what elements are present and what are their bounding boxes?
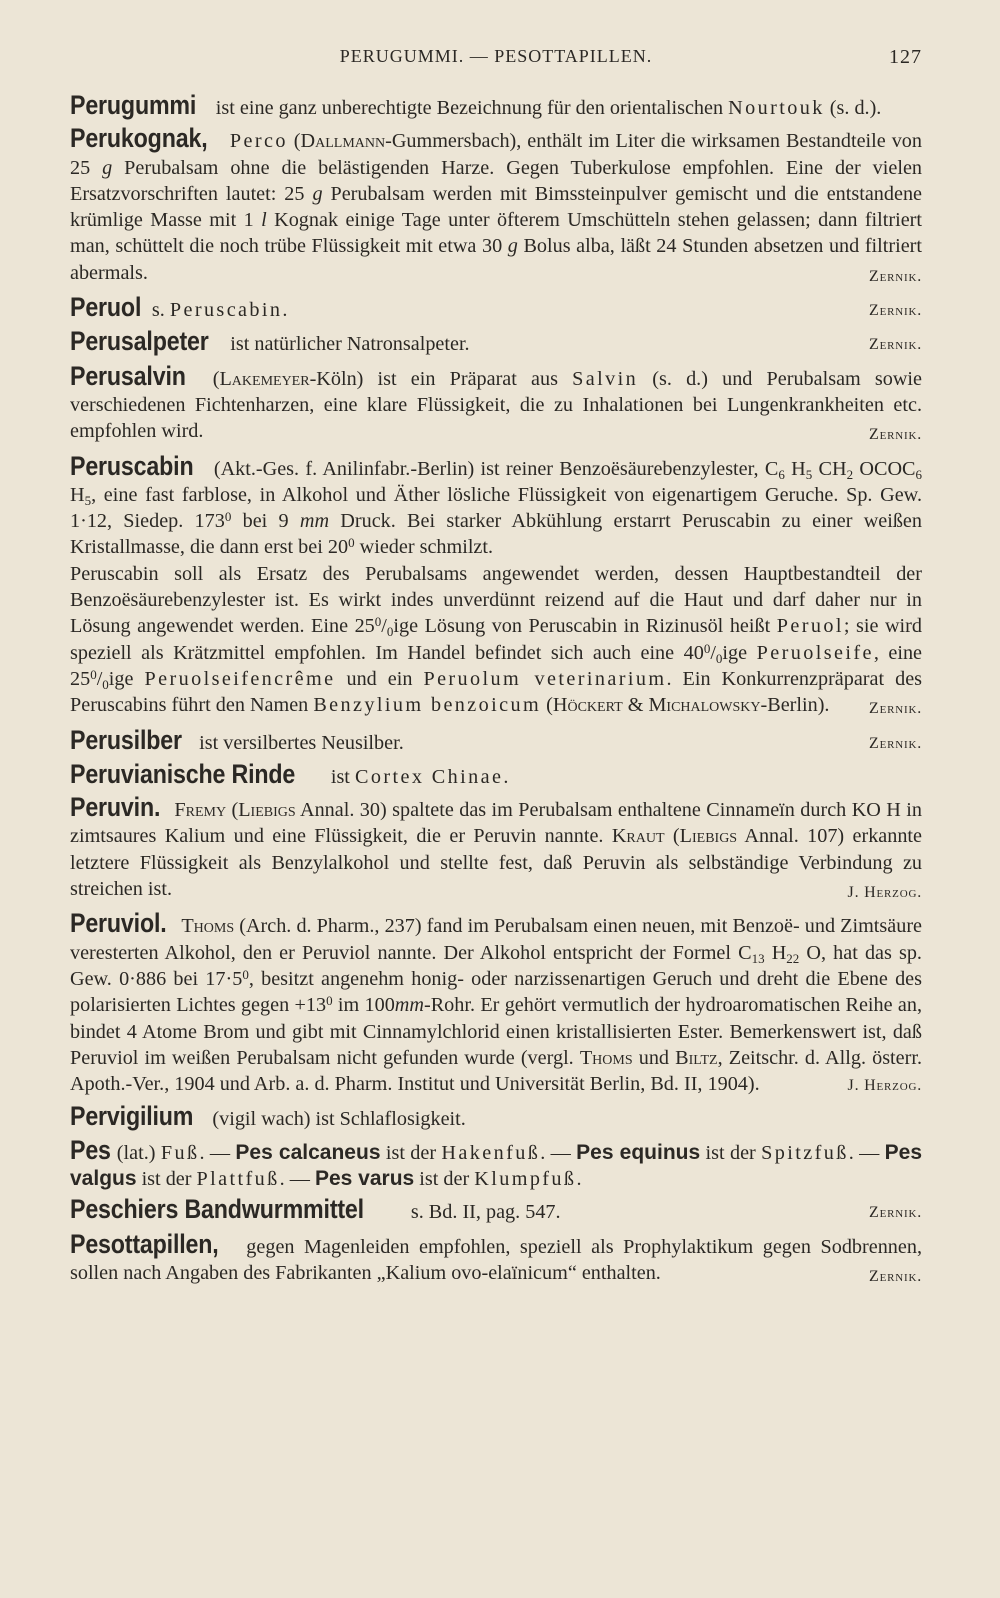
entry-text: s. Bd. II, pag. 547. [405, 1201, 561, 1224]
entry-text: Druck. Bei starker Abkühlung erstarrt Peruscabin zu einer weißen Kristallmasse, die dann erst bei 20 [70, 510, 922, 559]
cited-author: Thoms [579, 1046, 633, 1069]
cited-author: Fremy [174, 799, 227, 822]
cross-reference: Peruolseife [756, 641, 874, 664]
manufacturer: Lakemeyer [219, 367, 310, 390]
entry-text: (s. d.) und Perubalsam sowie verschiedenen Fichtenharzen, eine klare Flüssigkeit, die zu Inhalationen bei Lungenkrankheiten etc. empfohlen wird. [70, 367, 922, 443]
entry-text: (Arch. d. Pharm., 237) fand im Perubalsam einen neuen, mit Benzoë- und Zimtsäure veresterten Alkohol, den er Peruviol nannte. Der Alkohol entspricht der Formel C [70, 915, 923, 964]
author-signature: Zernik. [869, 426, 922, 444]
entry-text: (vigil wach) ist Schlaflosigkeit. [207, 1108, 466, 1131]
entry-peruviol: Peruviol. Thoms (Arch. d. Pharm., 237) fand im Perubalsam einen neuen, mit Benzoë- und Zimtsäure veresterten Alkohol, den er Peruviol nannte. Der Alkohol entspricht der Formel $C_{13}$ $H_{22}$ O, hat das sp. Gew. 0·886 bei $17\cdot 5^0$, besitzt angenehm honig- oder narzissenartigen Geruch und dreht die Ebene des polarisierten Lichtes gegen $+13^0$ im 100mm-Rohr. Er gehört vermutlich der hydroaromatischen Reihe an, bindet 4 Atome Brom und gibt mit Cinnamylchlorid einen kristallisierten Ester. Bemerkenswert ist, daß Peruviol im weißen Perubalsam nicht gefunden wurde (vergl. Thoms und Biltz, Zeitschr. d. Allg. österr. Apoth.-Ver., 1904 und Arb. a. d. Pharm. Institut und Universität Berlin, Bd. II, 1904). J. Herzog. [70, 910, 922, 1099]
entry-pervigilium [70, 1103, 922, 1132]
entry-peruvianische-rinde [70, 758, 922, 790]
author-signature: Zernik. [869, 700, 922, 718]
headword: Pes [70, 1134, 111, 1165]
entry-text: ist eine ganz unberechtigte Bezeichnung für den orientalischen [215, 97, 729, 119]
entry-peschiers-bandwurmmittel [70, 1196, 922, 1226]
cross-reference: Peruol [776, 615, 844, 638]
author-signature: Zernik. [869, 336, 922, 354]
unit: g [102, 156, 113, 179]
entry-text: ist natürlicher Natronsalpeter. [230, 333, 470, 356]
entry-text: Kognak einige Tage unter öfterem Umschütteln stehen gelassen; dann filtriert man, schüttelt die noch trübe Flüssigkeit mit etwa 30 [70, 209, 922, 258]
manufacturer: Michalowsky [648, 694, 761, 717]
sub-headword: Pes varus [314, 1166, 415, 1190]
entry-text: , Zeitschr. d. Allg. österr. Apoth.-Ver., 1904 und Arb. a. d. Pharm. Institut und Universität Berlin, Bd. II, 1904). [70, 1046, 922, 1096]
entry-text: -Köln) ist ein Präparat aus [309, 367, 573, 390]
entry-text: (Akt.-Ges. f. Anilinfabr.-Berlin) ist reiner Benzoësäurebenzylester, [207, 457, 765, 480]
entry-text: (lat.) [111, 1141, 161, 1164]
cited-author: Liebigs [679, 825, 738, 848]
cross-reference: Nourtouk [728, 97, 825, 119]
headword: Peruviol. [70, 908, 167, 939]
entry-peruscabin: Peruscabin (Akt.-Ges. f. Anilinfabr.-Berlin) ist reiner Benzoësäurebenzylester, $C_6$ $H_5$ $CH_2$ $OCOC_6$ $H_5$, eine fast farblose, in Alkohol und Äther lösliche Flüssigkeit von eigenartigem Geruche. Sp. Gew. 1·12, Siedep. $173^0$ bei 9 mm Druck. Bei starker Abkühlung erstarrt Peruscabin zu einer weißen Kristallmasse, die dann erst bei $20^0$ wieder schmilzt. Peruscabin soll als Ersatz des Perubalsams angewendet werden, dessen Hauptbestandteil der Benzoësäurebenzylester ist. Es wirkt indes unverdünnt reizend auf die Haut und darf daher nur in Lösung angewendet werden. Eine $25^0/_0ige$ Lösung von Peruscabin in Rizinusöl heißt Peruol; sie wird speziell als Krätzmittel empfohlen. Im Handel befindet sich auch eine $40^0/_0ige$ Peruolseife, eine $25^0/_0ige$ Peruolseifencrême und ein Peruolum veterinarium. Ein Konkurrenzpräparat des Peruscabins führt den Namen Benzylium benzoicum (Höckert & Michalowsky-Berlin). Zernik. [70, 453, 922, 723]
unit: l [261, 209, 267, 232]
headword: Peruol [70, 292, 142, 323]
cross-reference: Fuß [160, 1141, 200, 1164]
headword: Peruscabin [70, 450, 194, 481]
headword: Pervigilium [70, 1101, 194, 1132]
entry-text: , besitzt angenehm honig- oder narzissenartigen Geruch und dreht die Ebene des polarisierten Lichtes gegen +13 [70, 967, 923, 1017]
cross-reference: Peruscabin. [169, 299, 290, 322]
unit: mm [299, 510, 330, 533]
cross-reference: Klumpfuß [474, 1167, 577, 1190]
entry-pesottapillen [70, 1228, 922, 1291]
entry-perugummi [70, 92, 922, 121]
entry-text: ( [664, 825, 680, 848]
author-signature: J. Herzog. [847, 884, 922, 902]
entry-text: gegen Magenleiden empfohlen, speziell als Prophylaktikum gegen Sodbrennen, sollen nach Angaben des Fabrikanten „Kalium ovo-elaïnicum“ enthalten. [70, 1235, 922, 1284]
entry-text: (s. d.). [824, 97, 882, 119]
cross-reference: Plattfuß [196, 1167, 280, 1190]
entry-text: -Rohr. Er gehört vermutlich der hydroaromatischen Reihe an, bindet 4 Atome Brom und gibt mit Cinnamylchlorid einen kristallisierten Ester. Bemerkenswert ist, daß Peruviol im weißen Perubalsam nicht gefunden wurde (vergl. [70, 994, 923, 1069]
entry-text: Bolus alba, läßt 24 Stunden absetzen und filtriert abermals. [70, 235, 922, 284]
author-signature: Zernik. [869, 1267, 922, 1285]
sub-headword: Pes equinus [576, 1140, 701, 1164]
manufacturer: Höckert [552, 694, 623, 717]
author-signature: Zernik. [869, 1204, 922, 1222]
entry-text: Annal. 107) erkannte letztere Flüssigkeit als Benzylalkohol und stellte fest, daß Peruvin als selbständige Verbindung zu streichen ist. [70, 825, 923, 901]
headword: Peruvin. [70, 792, 161, 823]
unit: g [507, 235, 518, 258]
dictionary-entries [70, 92, 922, 1290]
entry-text: s. [151, 299, 170, 322]
sub-headword: Pes valgus [70, 1140, 923, 1190]
headword: Pesottapillen, [70, 1228, 219, 1259]
cited-author: Liebigs [238, 799, 296, 822]
running-head [70, 42, 922, 72]
chemical-formula: $C_6$ $H_5$ $CH_2$ $OCOC_6$ $H_5$ [70, 457, 922, 508]
author-signature: Zernik. [869, 267, 922, 285]
entry-perusilber [70, 724, 922, 757]
entry-text: bei 9 [231, 510, 300, 533]
entry-text: O, hat das sp. Gew. 0·886 bei 17·5 [70, 941, 922, 990]
author-signature: Zernik. [869, 734, 922, 752]
entry-perukognak [70, 125, 922, 290]
cross-reference: Peruolum veterinarium [423, 667, 667, 690]
entry-text: ( [287, 130, 301, 153]
entry-text: ist versilbertes Neusilber. [199, 731, 404, 754]
entry-text: , eine fast farblose, in Alkohol und Äther lösliche Flüssigkeit von eigenartigem Geruche. Sp. Gew. 1·12, Siedep. 173 [70, 483, 922, 533]
cited-author: Biltz [675, 1046, 718, 1069]
unit: mm [394, 994, 424, 1017]
headword: Perukognak, [70, 123, 208, 154]
cross-reference: Peruolseifencrême [144, 667, 336, 690]
product-name: Perco [229, 130, 288, 153]
cross-reference: Benzylium benzoicum [313, 694, 542, 717]
entry-peruvin [70, 794, 922, 906]
cross-reference: Spitzfuß [761, 1141, 849, 1164]
cited-author: Thoms [181, 915, 235, 938]
headword: Perugummi [70, 90, 197, 120]
author-signature: Zernik. [869, 302, 922, 320]
entry-peruol [70, 294, 922, 324]
page-number: 127 [889, 46, 922, 68]
cross-reference: Salvin [572, 367, 639, 390]
author-signature: J. Herzog. [847, 1077, 922, 1095]
entry-paragraph: Peruscabin soll als Ersatz des Perubalsams angewendet werden, dessen Hauptbestandteil der Benzoësäurebenzylester ist. Es wirkt indes unverdünnt reizend auf die Haut und darf daher nur in Lösung angewendet werden. Eine $25^0/_0ige$ Lösung von Peruscabin in Rizinusöl heißt Peruol; sie wird speziell als Krätzmittel empfohlen. Im Handel befindet sich auch eine $40^0/_0ige$ Peruolseife, eine $25^0/_0ige$ Peruolseifencrême und ein Peruolum veterinarium. Ein Konkurrenzpräparat des Peruscabins führt den Namen Benzylium benzoicum (Höckert & Michalowsky-Berlin). Zernik. [70, 561, 922, 719]
entry-perusalpeter [70, 328, 922, 358]
headword: Perusalvin [70, 360, 186, 391]
entry-perusalvin [70, 360, 922, 449]
sub-headword: Pes calcaneus [235, 1140, 381, 1164]
entry-text: Perubalsam ohne die belästigenden Harze. Gegen Tuberkulose empfohlen. Eine der vielen Ersatzvorschriften lautet: 25 [70, 156, 922, 205]
headword: Peschiers Bandwurmmittel [70, 1194, 364, 1225]
cross-reference: Cortex Chinae. [354, 765, 511, 788]
entry-text: Perubalsam werden mit Bimssteinpulver gemischt und die entstandene krümlige Masse mit 1 [70, 182, 922, 232]
entry-text: und [632, 1046, 676, 1069]
entry-text: im 100 [332, 994, 395, 1017]
entry-text: ( [226, 799, 239, 822]
entry-text: Annal. 30) spaltete das im Perubalsam enthaltene Cinnameïn durch KO H in zimtsaures Kalium und eine Flüssigkeit, die er Peruvin nannte. [70, 799, 922, 848]
headword: Perusilber [70, 724, 182, 755]
headword: Peruvianische Rinde [70, 758, 296, 789]
entry-text: ( [198, 367, 220, 390]
headword: Perusalpeter [70, 326, 209, 357]
unit: g [312, 182, 323, 205]
entry-text: ist [330, 765, 355, 788]
entry-pes: Pes (lat.) Fuß. — Pes calcaneus ist der Hakenfuß. — Pes equinus ist der Spitzfuß. — Pes valgus ist der Plattfuß. — Pes varus ist der Klumpfuß. [70, 1134, 923, 1190]
entry-text: -Gummersbach), enthält im Liter die wirksamen Bestandteile von 25 [70, 130, 922, 179]
cross-reference: Hakenfuß [441, 1141, 541, 1164]
running-title: PERUGUMMI. — PESOTTAPILLEN. [339, 46, 653, 66]
manufacturer: Dallmann [300, 130, 386, 153]
cited-author: Kraut [611, 825, 665, 848]
entry-text: wieder schmilzt. [354, 536, 494, 559]
